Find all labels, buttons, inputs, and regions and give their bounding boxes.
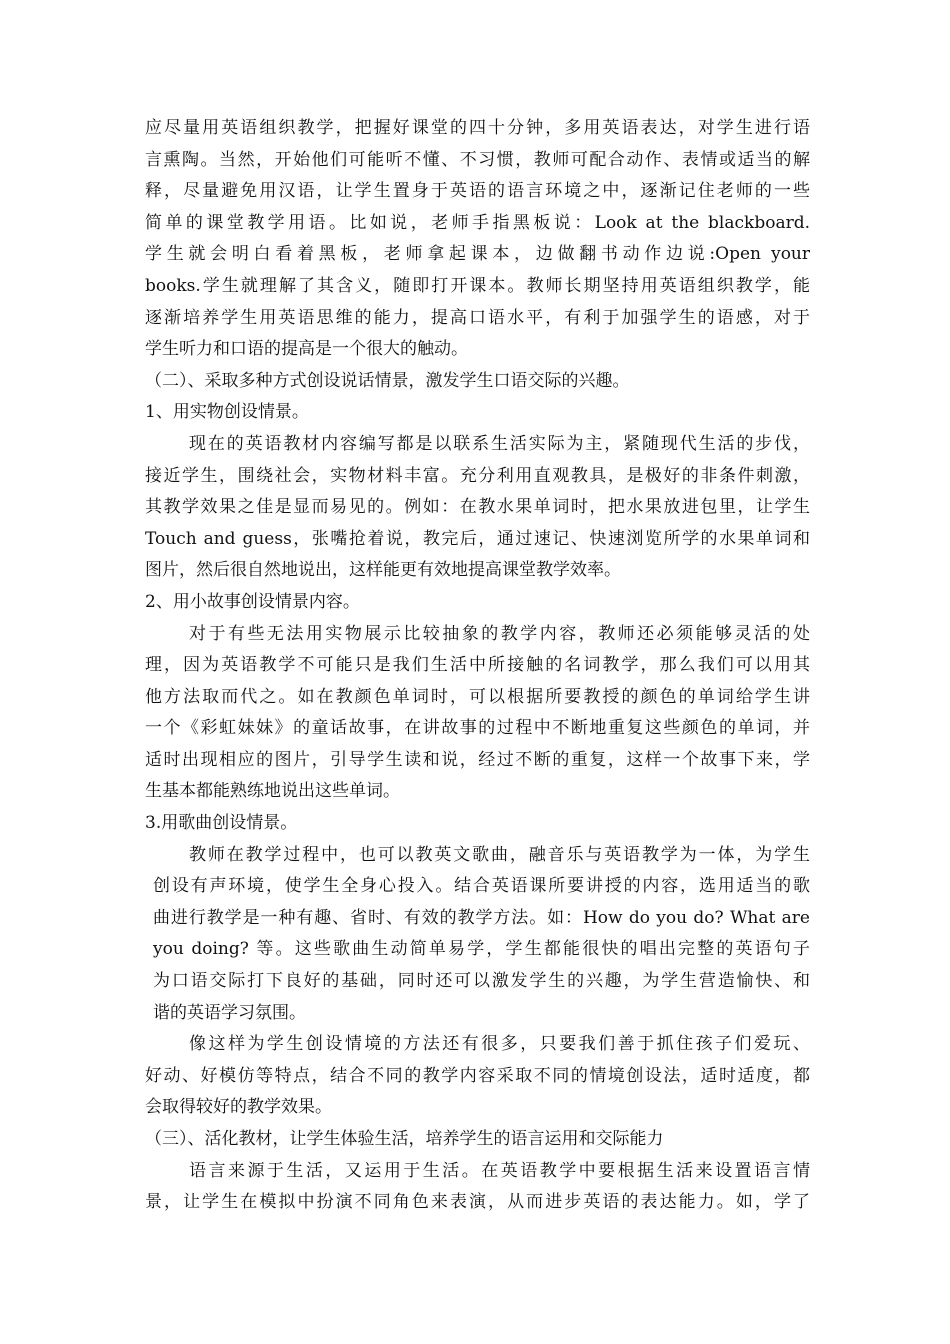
text-line: 谐的英语学习氛围。: [153, 1002, 306, 1023]
text-line: 2、用小故事创设情景内容。: [145, 591, 360, 612]
text-line: you doing? 等。这些歌曲生动简单易学，学生都能很快的唱出完整的英语句子: [153, 939, 810, 960]
text-line: 其教学效果之佳是显而易见的。例如：在教水果单词时，把水果放进包里，让学生: [145, 497, 810, 518]
text-line: 教师在教学过程中，也可以教英文歌曲，融音乐与英语教学为一体，为学生: [189, 844, 810, 865]
text-line: 为口语交际打下良好的基础，同时还可以激发学生的兴趣，为学生营造愉快、和: [153, 971, 810, 992]
text-line: 生基本都能熟练地说出这些单词。: [145, 781, 400, 802]
text-line: 现在的英语教材内容编写都是以联系生活实际为主，紧随现代生活的步伐，: [189, 433, 810, 454]
text-line: 语言来源于生活，又运用于生活。在英语教学中要根据生活来设置语言情: [189, 1160, 810, 1181]
text-line: 接近学生，围绕社会，实物材料丰富。充分利用直观教具，是极好的非条件刺激，: [145, 465, 810, 486]
text-line: 好动、好模仿等特点，结合不同的教学内容采取不同的情境创设法，适时适度，都: [145, 1065, 810, 1086]
text-line: 像这样为学生创设情境的方法还有很多，只要我们善于抓住孩子们爱玩、: [189, 1034, 810, 1055]
text-line: （二）、采取多种方式创设说话情景，激发学生口语交际的兴趣。: [145, 370, 630, 391]
document-page: [145, 113, 810, 1219]
text-line: （三）、活化教材，让学生体验生活，培养学生的语言运用和交际能力: [145, 1129, 664, 1149]
text-line: 学生就会明白看着黑板，老师拿起课本，边做翻书动作边说:Open your: [145, 244, 810, 265]
text-line: 释，尽量避免用汉语，让学生置身于英语的语言环境之中，逐渐记住老师的一些: [145, 181, 810, 202]
text-line: 1、用实物创设情景。: [145, 402, 309, 423]
text-line: 简单的课堂教学用语。比如说，老师手指黑板说：Look at the blackboard.: [145, 212, 810, 233]
text-line: 3.用歌曲创设情景。: [145, 813, 298, 834]
text-line: Touch and guess，张嘴抢着说，教完后，通过速记、快速浏览所学的水果单词和: [145, 528, 810, 549]
text-line: 景，让学生在模拟中扮演不同角色来表演，从而进步英语的表达能力。如，学了: [145, 1192, 810, 1213]
text-line: 学生听力和口语的提高是一个很大的触动。: [145, 339, 468, 360]
text-line: 逐渐培养学生用英语思维的能力，提高口语水平，有利于加强学生的语感，对于: [145, 307, 810, 328]
text-line: 适时出现相应的图片，引导学生读和说，经过不断的重复，这样一个故事下来，学: [145, 749, 810, 770]
text-line: 应尽量用英语组织教学，把握好课堂的四十分钟，多用英语表达，对学生进行语: [145, 118, 810, 138]
text-line: 创设有声环境，使学生全身心投入。结合英语课所要讲授的内容，选用适当的歌: [153, 876, 810, 897]
text-line: 对于有些无法用实物展示比较抽象的教学内容，教师还必须能够灵活的处: [189, 623, 810, 644]
text-line: books.学生就理解了其含义，随即打开课本。教师长期坚持用英语组织教学，能: [145, 275, 810, 296]
text-line: 他方法取而代之。如在教颜色单词时，可以根据所要教授的颜色的单词给学生讲: [145, 686, 810, 707]
text-line: 一个《彩虹妹妹》的童话故事，在讲故事的过程中不断地重复这些颜色的单词，并: [145, 718, 810, 739]
text-line: 图片，然后很自然地说出，这样能更有效地提高课堂教学效率。: [145, 560, 621, 581]
text-line: 理，因为英语教学不可能只是我们生活中所接触的名词教学，那么我们可以用其: [145, 655, 810, 676]
text-line: 会取得较好的教学效果。: [145, 1097, 332, 1118]
text-line: 言熏陶。当然，开始他们可能听不懂、不习惯，教师可配合动作、表情或适当的解: [145, 149, 810, 170]
text-line: 曲进行教学是一种有趣、省时、有效的教学方法。如：How do you do? What are: [153, 907, 810, 928]
